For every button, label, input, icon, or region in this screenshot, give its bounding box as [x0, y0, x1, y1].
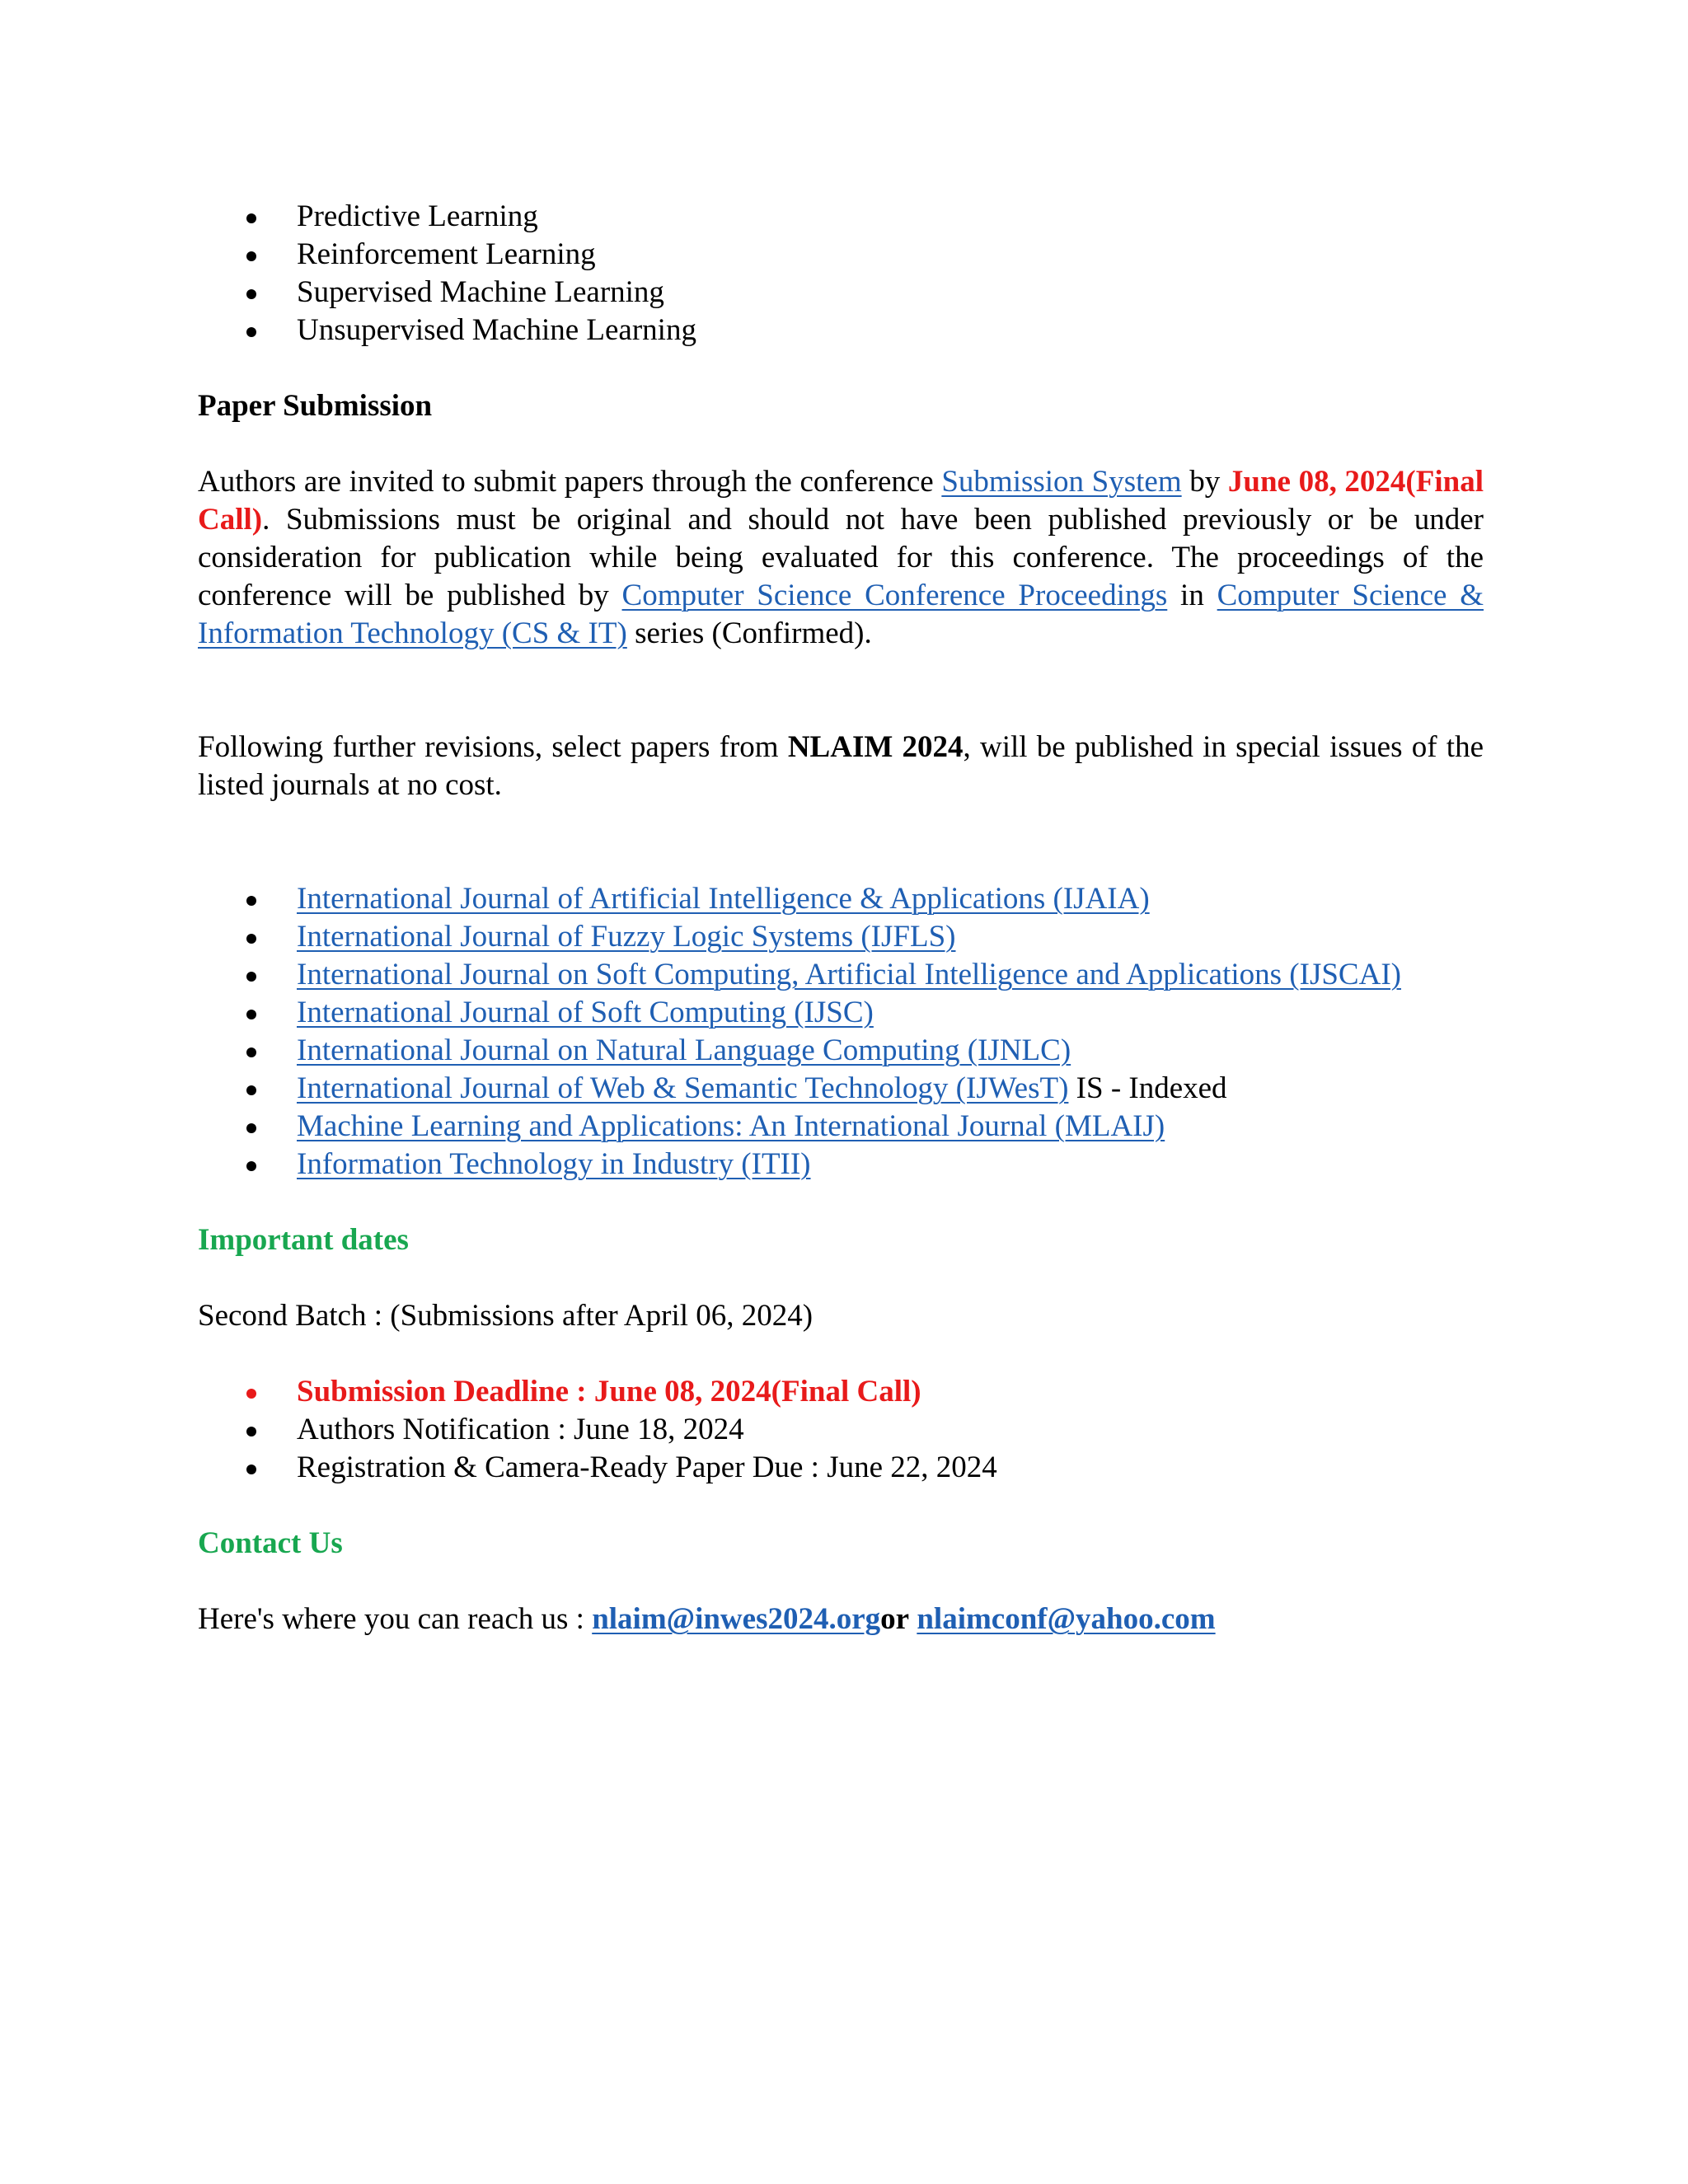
bullet-icon	[246, 1427, 256, 1436]
list-item	[198, 274, 1484, 312]
topic-label: Reinforcement Learning	[297, 237, 596, 271]
email-link-primary[interactable]: nlaim@inwes2024.org	[592, 1602, 881, 1636]
contact-heading: Contact Us	[198, 1526, 343, 1560]
bullet-icon	[246, 1047, 256, 1057]
batch-text: Second Batch : (Submissions after April 06, 2024)	[198, 1299, 814, 1333]
journal-link[interactable]: International Journal of Fuzzy Logic Systems (IJFLS)	[297, 920, 956, 954]
list-item	[198, 1032, 1484, 1070]
list-item	[198, 1373, 1484, 1411]
paragraph-text: series (Confirmed).	[626, 616, 872, 650]
list-item	[198, 994, 1484, 1032]
paper-submission-heading: Paper Submission	[198, 389, 433, 423]
journal-link[interactable]: Machine Learning and Applications: An International Journal (MLAIJ)	[297, 1109, 1165, 1143]
submission-system-link[interactable]: Submission System	[941, 465, 1182, 499]
list-item	[198, 1108, 1484, 1146]
bullet-icon	[246, 1010, 256, 1019]
authors-notification: Authors Notification : June 18, 2024	[297, 1413, 744, 1446]
submission-deadline: Submission Deadline : June 08, 2024(Final Call)	[297, 1375, 921, 1408]
revisions-paragraph	[198, 729, 1484, 804]
document-page	[198, 198, 1484, 1638]
list-item	[198, 312, 1484, 349]
list-item	[198, 198, 1484, 236]
topic-label: Predictive Learning	[297, 199, 538, 233]
list-item	[198, 1070, 1484, 1108]
dates-list	[198, 1373, 1484, 1487]
conference-name: NLAIM 2024	[787, 730, 964, 764]
proceedings-link[interactable]: Computer Science Conference Proceedings	[621, 579, 1168, 612]
indexed-note: IS - Indexed	[1068, 1071, 1227, 1105]
list-item	[198, 1146, 1484, 1183]
contact-text: Here's where you can reach us :	[198, 1602, 593, 1636]
bullet-icon	[246, 251, 256, 261]
bullet-icon	[246, 972, 256, 982]
paragraph-text: by	[1181, 465, 1228, 499]
bullet-icon	[246, 1123, 256, 1133]
registration-due: Registration & Camera-Ready Paper Due : June 22, 2024	[297, 1451, 997, 1484]
list-item	[198, 1449, 1484, 1487]
list-item	[198, 236, 1484, 274]
journal-link[interactable]: International Journal on Natural Language Computing (IJNLC)	[297, 1033, 1071, 1067]
list-item	[198, 918, 1484, 956]
paragraph-text: Authors are invited to submit papers through the conference	[198, 465, 942, 499]
list-item	[198, 880, 1484, 918]
paragraph-text: in	[1167, 579, 1217, 612]
bullet-icon	[246, 1389, 256, 1399]
journal-link[interactable]: International Journal of Web & Semantic Technology (IJWesT)	[297, 1071, 1069, 1105]
topic-label: Unsupervised Machine Learning	[297, 313, 696, 347]
final-deadline-text: June 08, 2024(Final Call)	[198, 465, 1484, 537]
journal-link[interactable]: International Journal on Soft Computing, Artificial Intelligence and Applications (IJSCAI)	[297, 958, 1401, 991]
bullet-icon	[246, 1085, 256, 1095]
topic-list	[198, 198, 1484, 349]
bullet-icon	[246, 896, 256, 906]
bullet-icon	[246, 213, 256, 223]
or-text: or	[880, 1602, 910, 1636]
important-dates-heading: Important dates	[198, 1223, 409, 1257]
list-item	[198, 956, 1484, 994]
journal-link[interactable]: International Journal of Soft Computing (IJSC)	[297, 996, 874, 1029]
journal-link[interactable]: International Journal of Artificial Intelligence & Applications (IJAIA)	[297, 882, 1150, 916]
bullet-icon	[246, 1465, 256, 1474]
bullet-icon	[246, 289, 256, 299]
list-item	[198, 1411, 1484, 1449]
submission-paragraph	[198, 463, 1484, 653]
bullet-icon	[246, 1161, 256, 1171]
email-link-secondary[interactable]: nlaimconf@yahoo.com	[917, 1602, 1216, 1636]
topic-label: Supervised Machine Learning	[297, 275, 664, 309]
paragraph-text: . Submissions must be original and should not have been published previously or be under consideration for publication while being evaluated for this conference. The proceedings of the conference will be published by	[198, 503, 1484, 612]
bullet-icon	[246, 327, 256, 337]
paragraph-text: Following further revisions, select papers from	[198, 730, 788, 764]
paragraph-text: , will be published in special issues of the listed journals at no cost.	[198, 730, 1484, 802]
bullet-icon	[246, 934, 256, 944]
cs-it-series-link[interactable]: Computer Science & Information Technology (CS & IT)	[198, 579, 1484, 650]
journal-link[interactable]: Information Technology in Industry (ITII)	[297, 1147, 811, 1181]
contact-line	[198, 1601, 1484, 1638]
journal-list	[198, 880, 1484, 1183]
